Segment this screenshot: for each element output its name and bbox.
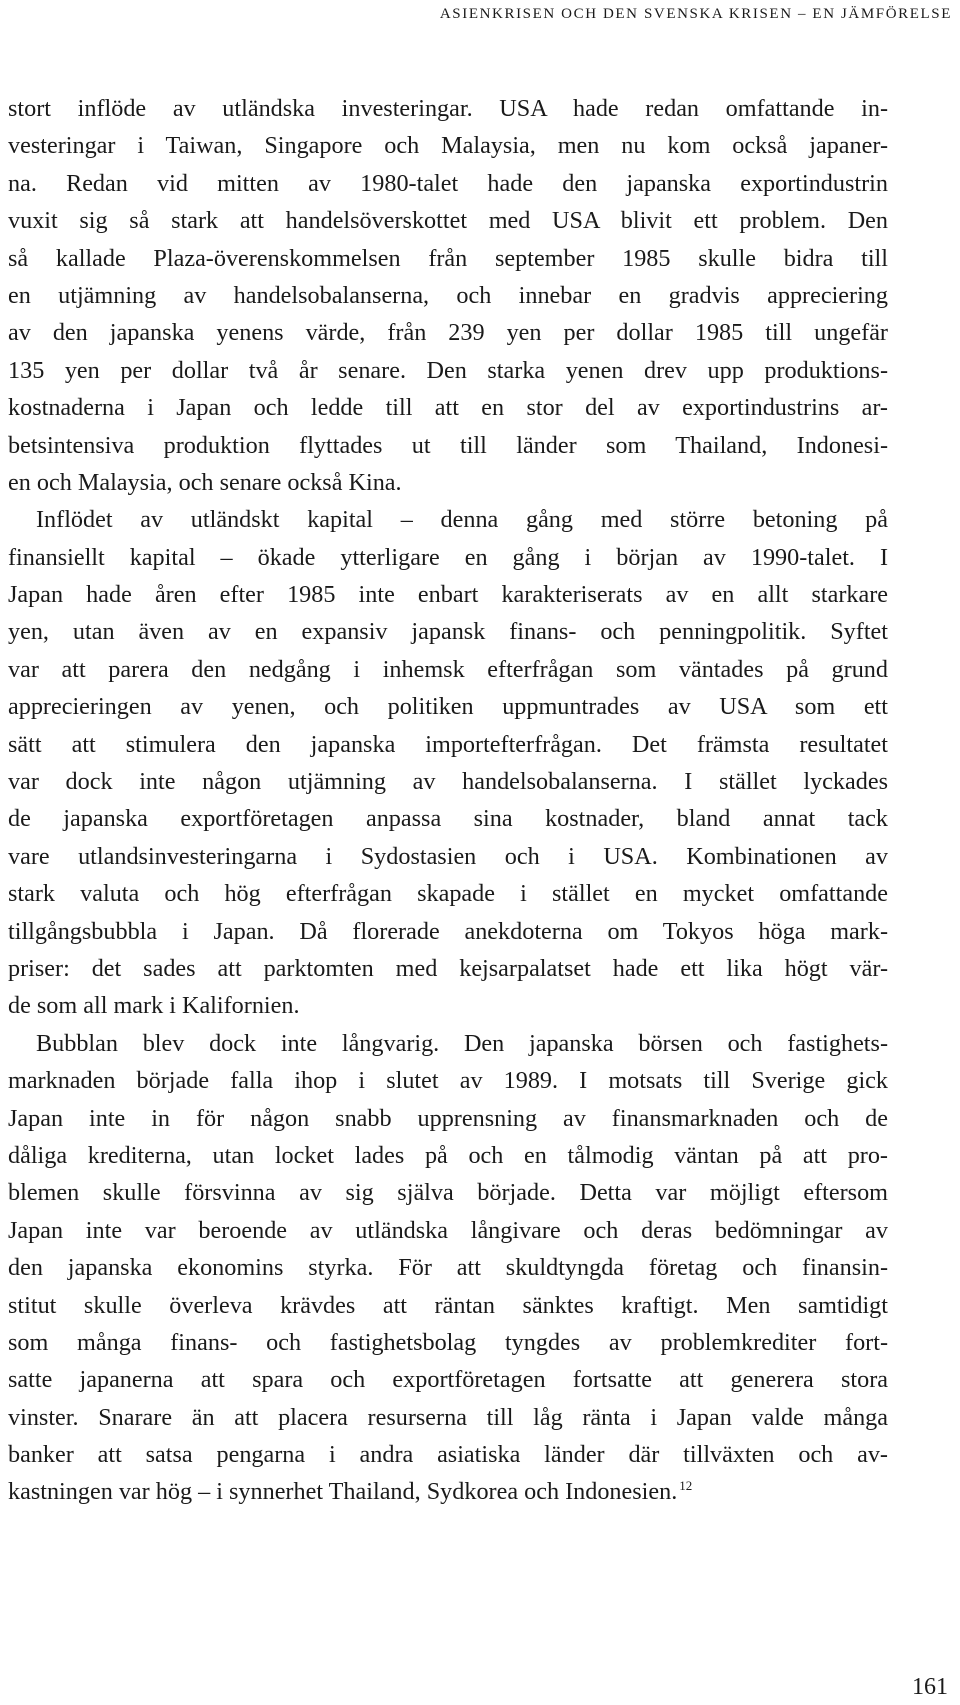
text-line: stark valuta och hög efterfrågan skapade i stället en mycket omfattande [8, 880, 888, 908]
paragraph-1 [8, 90, 888, 501]
running-header: ASIENKRISEN OCH DEN SVENSKA KRISEN – EN JÄMFÖRELSE [439, 6, 952, 22]
text-line: kostnaderna i Japan och ledde till att en stor del av exportindustrins ar- [8, 394, 888, 422]
text-line: Japan inte var beroende av utländska långivare och deras bedömningar av [8, 1216, 888, 1244]
text-line: marknaden började falla ihop i slutet av 1989. I motsats till Sverige gick [8, 1067, 888, 1095]
text-line: av den japanska yenens värde, från 239 yen per dollar 1985 till ungefär [8, 319, 888, 347]
text-line: blemen skulle försvinna av sig själva började. Detta var möjligt eftersom [8, 1179, 888, 1207]
text-line: stitut skulle överleva krävdes att räntan sänktes kraftigt. Men samtidigt [8, 1291, 888, 1319]
text-line [8, 1473, 888, 1510]
text-line: de japanska exportföretagen anpassa sina kostnader, bland annat tack [8, 805, 888, 833]
text-line: Bubblan blev dock inte långvarig. Den japanska börsen och fastighets- [36, 1029, 888, 1057]
paragraph-3 [8, 1025, 888, 1511]
text-line: finansiellt kapital – ökade ytterligare en gång i början av 1990-talet. I [8, 543, 888, 571]
text-line: vuxit sig så stark att handelsöverskottet med USA blivit ett problem. Den [8, 207, 888, 235]
page-number: 161 [912, 1674, 948, 1700]
text-line: dåliga krediterna, utan locket lades på och en tålmodig väntan på att pro- [8, 1141, 888, 1169]
text-line: vare utlandsinvesteringarna i Sydostasien och i USA. Kombinationen av [8, 842, 888, 870]
text-line: som många finans- och fastighetsbolag tyngdes av problemkrediter fort- [8, 1328, 888, 1356]
paragraph-2 [8, 501, 888, 1024]
text-line: banker att satsa pengarna i andra asiatiska länder där tillväxten och av- [8, 1441, 888, 1469]
text-line: vinster. Snarare än att placera resurserna till låg ränta i Japan valde många [8, 1403, 888, 1431]
body-text [8, 90, 888, 1511]
text-line: en utjämning av handelsobalanserna, och innebar en gradvis appreciering [8, 281, 888, 309]
text-line: 135 yen per dollar två år senare. Den starka yenen drev upp produktions- [8, 356, 888, 384]
text-line: Japan inte in för någon snabb upprensning av finansmarknaden och de [8, 1104, 888, 1132]
text-line: betsintensiva produktion flyttades ut till länder som Thailand, Indonesi- [8, 431, 888, 459]
text-line: Japan hade åren efter 1985 inte enbart karakteriserats av en allt starkare [8, 581, 888, 609]
text-line: satte japanerna att spara och exportföretagen fortsatte att generera stora [8, 1366, 888, 1394]
text-line-content: kastningen var hög – i synnerhet Thailand, Sydkorea och Indonesien. [8, 1478, 678, 1506]
text-line: yen, utan även av en expansiv japansk finans- och penningpolitik. Syftet [8, 618, 888, 646]
footnote-reference[interactable]: 12 [679, 1478, 693, 1494]
text-line: stort inflöde av utländska investeringar. USA hade redan omfattande in- [8, 95, 888, 122]
text-line: sätt att stimulera den japanska importefterfrågan. Det främsta resultatet [8, 730, 888, 758]
text-line: vesteringar i Taiwan, Singapore och Malaysia, men nu kom också japaner- [8, 132, 888, 160]
text-line: de som all mark i Kalifornien. [8, 992, 300, 1020]
text-line: en och Malaysia, och senare också Kina. [8, 468, 402, 496]
text-line: var dock inte någon utjämning av handelsobalanserna. I stället lyckades [8, 768, 888, 796]
text-line: priser: det sades att parktomten med kejsarpalatset hade ett lika högt vär- [8, 954, 888, 982]
text-line: apprecieringen av yenen, och politiken uppmuntrades av USA som ett [8, 693, 888, 721]
text-line: Inflödet av utländskt kapital – denna gång med större betoning på [36, 506, 888, 534]
text-line: na. Redan vid mitten av 1980-talet hade den japanska exportindustrin [8, 169, 888, 197]
text-line: tillgångsbubbla i Japan. Då florerade anekdoterna om Tokyos höga mark- [8, 917, 888, 945]
text-line: var att parera den nedgång i inhemsk efterfrågan som väntades på grund [8, 655, 888, 683]
text-line: så kallade Plaza-överenskommelsen från september 1985 skulle bidra till [8, 244, 888, 272]
text-line: den japanska ekonomins styrka. För att skuldtyngda företag och finansin- [8, 1254, 888, 1282]
